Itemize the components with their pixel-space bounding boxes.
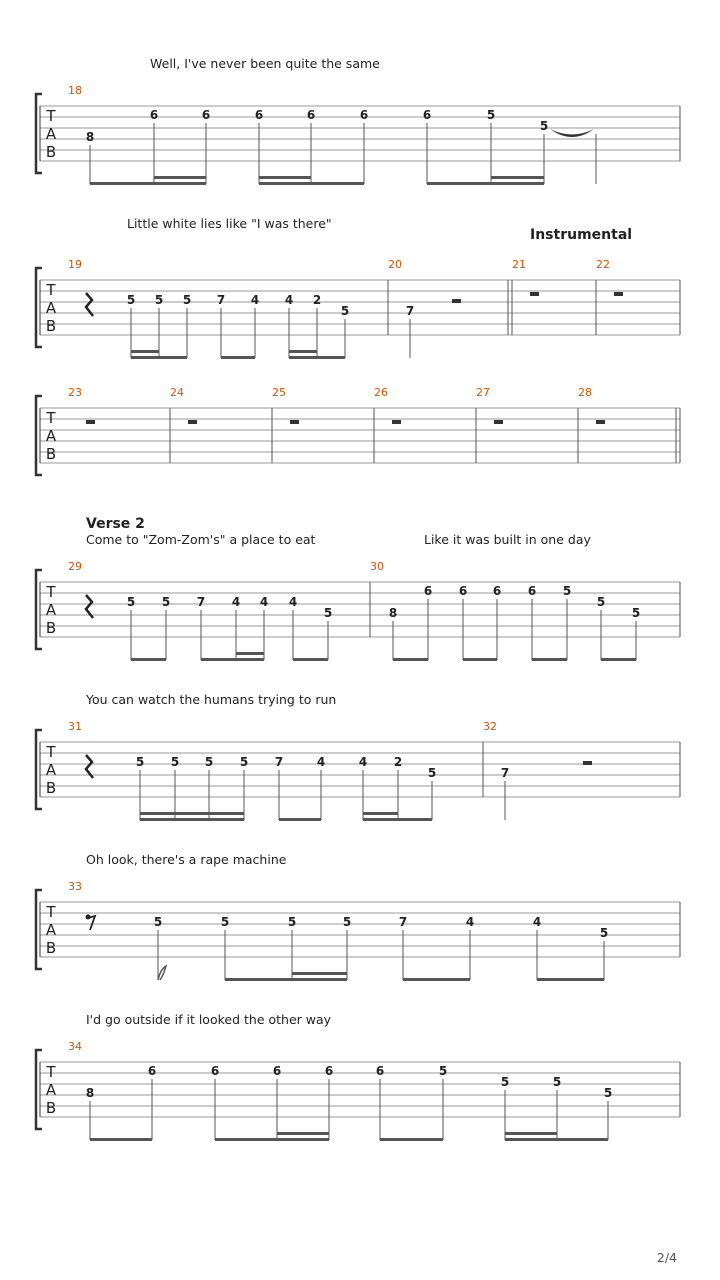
measure-number: 22 [596,258,610,271]
svg-text:B: B [45,779,57,797]
fret-number: 8 [388,606,398,620]
svg-text:T: T [46,903,56,921]
svg-text:B: B [45,1099,57,1117]
fret-number: 6 [147,1064,157,1078]
lyric-line: Like it was built in one day [424,532,591,547]
fret-number: 6 [324,1064,334,1078]
fret-number: 6 [254,108,264,122]
fret-number: 7 [398,915,408,929]
fret-number: 5 [342,915,352,929]
measure-number: 21 [512,258,526,271]
section-label: Instrumental [530,227,633,243]
svg-text:B: B [45,939,57,957]
fret-number: 5 [340,304,350,318]
fret-number: 6 [375,1064,385,1078]
svg-text:B: B [45,619,57,637]
lyric-line: Little white lies like "I was there" [127,216,332,231]
fret-number: 6 [272,1064,282,1078]
lyric-line: Oh look, there's a rape machine [86,852,287,867]
fret-number: 6 [527,584,537,598]
fret-number: 6 [359,108,369,122]
fret-number: 5 [486,108,496,122]
measure-number: 24 [170,386,184,399]
fret-number: 4 [250,293,260,307]
fret-number: 5 [427,766,437,780]
fret-number: 8 [85,1086,95,1100]
fret-number: 6 [210,1064,220,1078]
fret-number: 7 [274,755,284,769]
fret-number: 6 [149,108,159,122]
measure-number: 33 [68,880,82,893]
fret-number: 5 [603,1086,613,1100]
svg-text:A: A [45,761,57,779]
svg-text:B: B [45,143,57,161]
measure-number: 26 [374,386,388,399]
svg-text:A: A [45,125,57,143]
fret-number: 5 [161,595,171,609]
svg-text:A: A [45,601,57,619]
tab-clef [45,1063,56,1117]
fret-number: 5 [438,1064,448,1078]
fret-number: 6 [422,108,432,122]
svg-text:B: B [45,317,57,335]
measure-number: 18 [68,84,82,97]
measure-number: 23 [68,386,82,399]
fret-number: 2 [393,755,403,769]
fret-number: 5 [539,119,549,133]
svg-text:A: A [45,299,57,317]
fret-number: 5 [154,293,164,307]
fret-number: 5 [220,915,230,929]
fret-number: 8 [85,130,95,144]
fret-number: 5 [631,606,641,620]
fret-number: 5 [500,1075,510,1089]
fret-number: 5 [126,595,136,609]
section-label: Verse 2 [86,516,145,532]
fret-number: 4 [288,595,298,609]
fret-number: 5 [596,595,606,609]
fret-number: 7 [216,293,226,307]
measure-number: 19 [68,258,82,271]
page-number: 2/4 [656,1250,677,1265]
svg-text:T: T [46,409,56,427]
lyric-line: I'd go outside if it looked the other way [86,1012,332,1027]
svg-text:T: T [46,107,56,125]
fret-number: 5 [599,926,609,940]
fret-number: 5 [135,755,145,769]
fret-number: 7 [500,766,510,780]
fret-number: 5 [323,606,333,620]
measure-number: 28 [578,386,592,399]
lyric-line: Well, I've never been quite the same [150,56,380,71]
svg-text:A: A [45,1081,57,1099]
fret-number: 6 [306,108,316,122]
measure-number: 32 [483,720,497,733]
fret-number: 5 [552,1075,562,1089]
fret-number: 5 [562,584,572,598]
svg-text:T: T [46,1063,56,1081]
fret-number: 6 [492,584,502,598]
fret-number: 5 [204,755,214,769]
measure-number: 25 [272,386,286,399]
svg-text:A: A [45,427,57,445]
fret-number: 4 [465,915,475,929]
fret-number: 5 [170,755,180,769]
fret-number: 4 [259,595,269,609]
fret-number: 6 [201,108,211,122]
fret-number: 4 [316,755,326,769]
measure-number: 30 [370,560,384,573]
fret-number: 6 [423,584,433,598]
fret-number: 4 [532,915,542,929]
fret-number: 4 [284,293,294,307]
beams [90,1132,608,1141]
fret-number: 5 [126,293,136,307]
fret-number: 5 [182,293,192,307]
svg-text:A: A [45,921,57,939]
fret-number: 7 [196,595,206,609]
fret-number: 4 [231,595,241,609]
fret-number: 6 [458,584,468,598]
svg-text:T: T [46,583,56,601]
measure-number: 29 [68,560,82,573]
fret-number: 4 [358,755,368,769]
lyric-line: You can watch the humans trying to run [86,692,337,707]
fret-number: 7 [405,304,415,318]
measure-number: 20 [388,258,402,271]
svg-text:T: T [46,281,56,299]
measure-number: 34 [68,1040,82,1053]
fret-number: 5 [287,915,297,929]
measure-number: 27 [476,386,490,399]
fret-number: 5 [239,755,249,769]
measure-number: 31 [68,720,82,733]
lyric-line: Come to "Zom-Zom's" a place to eat [86,532,316,547]
svg-text:B: B [45,445,57,463]
note-stems [90,1079,608,1140]
fret-number: 2 [312,293,322,307]
svg-text:T: T [46,743,56,761]
fret-number: 5 [153,915,163,929]
